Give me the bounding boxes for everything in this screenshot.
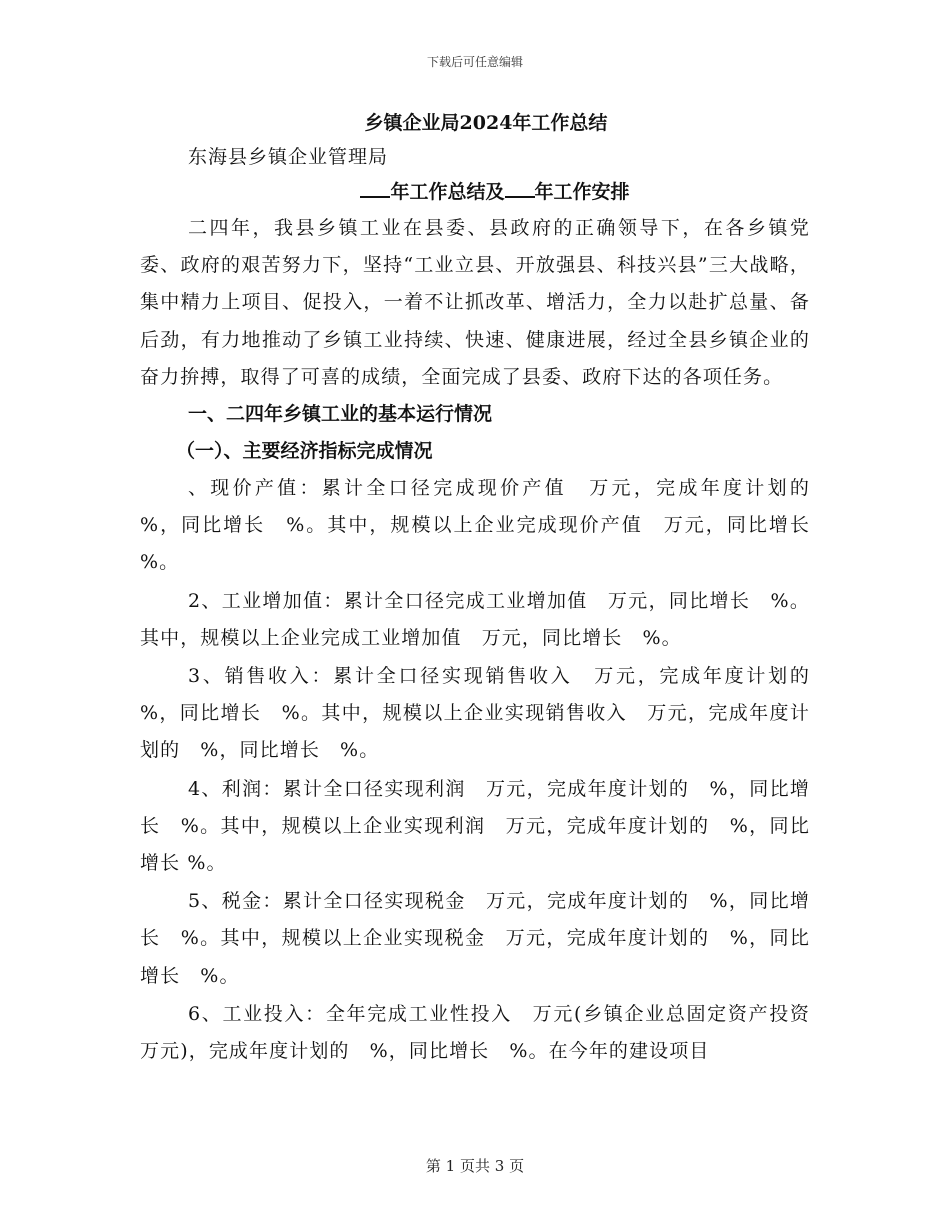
document-subtitle	[140, 177, 810, 204]
document-body	[140, 108, 831, 1070]
indicator-paragraph: 4、利润：累计全口径实现利润 万元，完成年度计划的 %，同比增长 %。其中，规模以上企业实现利润 万元，完成年度计划的 %，同比增长 %。	[140, 777, 810, 875]
indicator-paragraph: 2、工业增加值：累计全口径完成工业增加值 万元，同比增长 %。其中，规模以上企业完成工业增加值 万元，同比增长 %。	[140, 589, 810, 649]
subtitle-part-1: 年工作总结及	[390, 181, 505, 203]
section-heading: 一、二四年乡镇工业的基本运行情况	[188, 403, 493, 426]
indicator-paragraph: 、现价产值：累计全口径完成现价产值 万元，完成年度计划的 %，同比增长 %。其中，规模以上企业完成现价产值 万元，同比增长 %。	[140, 477, 831, 574]
subtitle-part-2: 年工作安排	[534, 181, 630, 203]
organization-name: 东海县乡镇企业管理局	[188, 146, 389, 168]
blank-underline	[505, 180, 535, 198]
indicator-paragraph: 5、税金：累计全口径实现税金 万元，完成年度计划的 %，同比增长 %。其中，规模以上企业实现税金 万元，完成年度计划的 %，同比增长 %。	[140, 890, 810, 987]
header-note: 下载后可任意编辑	[426, 55, 523, 69]
subsection-heading: （一）、主要经济指标完成情况	[176, 440, 433, 463]
page-number: 第 1 页共 3 页	[425, 1157, 525, 1175]
indicator-paragraph: 3、销售收入：累计全口径实现销售收入 万元，完成年度计划的 %，同比增长 %。其中，规模以上企业实现销售收入 万元，完成年度计划的 %，同比增长 %。	[140, 665, 831, 762]
blank-underline	[360, 180, 390, 198]
document-title: 乡镇企业局2024年工作总结	[364, 112, 608, 134]
intro-paragraph: 二四年，我县乡镇工业在县委、县政府的正确领导下，在各乡镇党委、政府的艰苦努力下，坚持“工业立县、开放强县、科技兴县”三大战略，集中精力上项目、促投入，一着不让抓改革、增活力，全力以赴扩总量、备后劲，有力地推动了乡镇工业持续、快速、健康进展，经过全县乡镇企业的奋力拚搏，取得了可喜的成绩，全面完成了县委、政府下达的各项任务。	[140, 217, 810, 388]
indicator-paragraph: 6、工业投入：全年完成工业性投入 万元(乡镇企业总固定资产投资 万元)，完成年度计划的 %，同比增长 %。在今年的建设项目	[140, 1002, 831, 1063]
